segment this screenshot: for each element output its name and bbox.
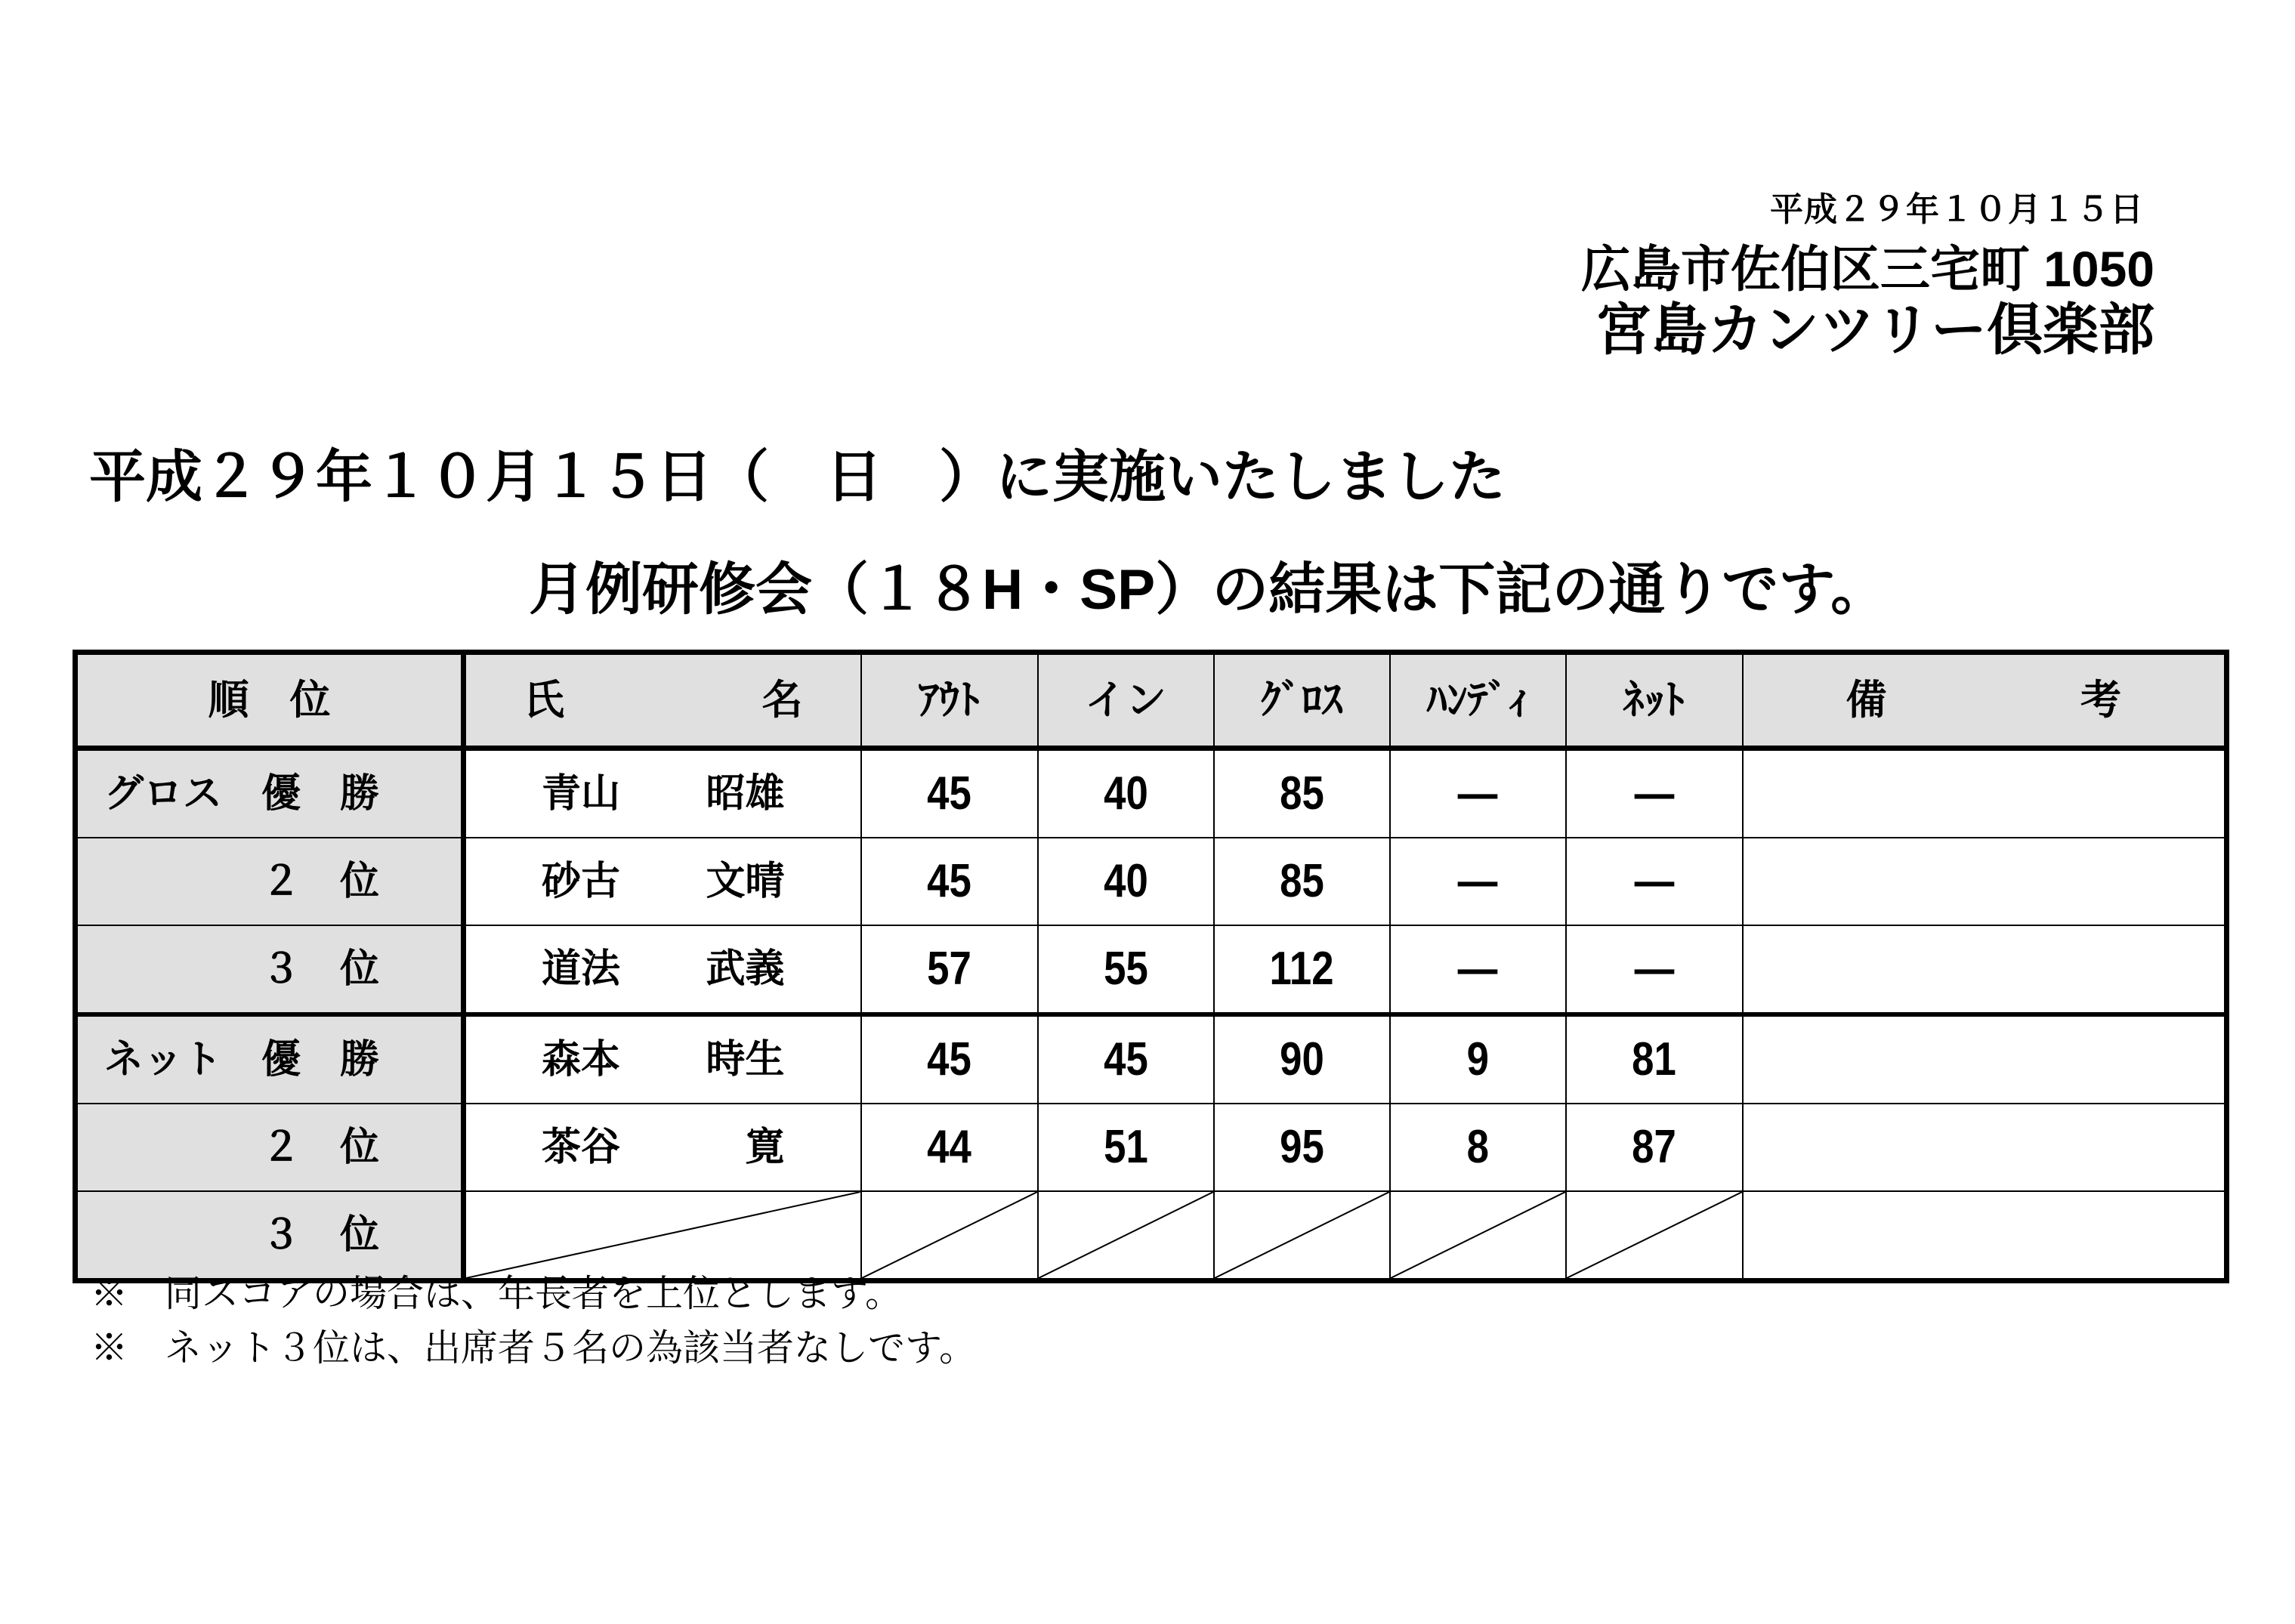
in-score: 40 bbox=[1103, 767, 1148, 820]
handicap-cell bbox=[1390, 838, 1566, 925]
gross-score: 95 bbox=[1279, 1121, 1324, 1173]
player-name bbox=[466, 1038, 860, 1082]
gross-cell bbox=[1214, 1014, 1390, 1104]
in-score: 40 bbox=[1103, 855, 1148, 907]
footnote: ※ ネット３位は、出席者５名の為該当者なしです。 bbox=[91, 1327, 977, 1369]
net-cell bbox=[1566, 1191, 1743, 1281]
document-date: 平成２９年１０月１５日 bbox=[1770, 191, 2144, 228]
net-cell bbox=[1566, 749, 1743, 838]
name-cell bbox=[464, 1014, 861, 1104]
remarks-cell bbox=[1743, 1104, 2227, 1191]
gross-cell bbox=[1214, 838, 1390, 925]
diagonal-strike bbox=[1039, 1192, 1213, 1278]
intro-line-1: 平成２９年１０月１５日（ 日 ）に実施いたしました bbox=[89, 445, 1506, 508]
intro-line-2: 月例研修会（１８H・SP）の結果は下記の通りです。 bbox=[529, 557, 1888, 621]
gross-score: 112 bbox=[1269, 943, 1334, 995]
handicap-value: ― bbox=[1457, 767, 1498, 820]
name-header-label bbox=[466, 680, 860, 721]
name-header-right: 名 bbox=[761, 678, 803, 723]
surname: 森本 bbox=[542, 1038, 621, 1082]
rank-cell: ２ 位 bbox=[76, 838, 464, 925]
net-score: ― bbox=[1634, 943, 1674, 995]
col-header-out: ｱｳﾄ bbox=[861, 653, 1038, 749]
table-row bbox=[76, 1191, 2227, 1281]
table-row bbox=[76, 1014, 2227, 1104]
name-cell bbox=[464, 1191, 861, 1281]
handicap-value: 8 bbox=[1466, 1121, 1489, 1173]
handicap-cell bbox=[1390, 1104, 1566, 1191]
out-score: 45 bbox=[927, 1033, 971, 1085]
rank-cell: ２ 位 bbox=[76, 1104, 464, 1191]
handicap-value: 9 bbox=[1466, 1033, 1489, 1085]
gross-score: 90 bbox=[1279, 1033, 1324, 1085]
given-name: 武義 bbox=[706, 947, 785, 991]
rank-cell: グロス 優 勝 bbox=[76, 749, 464, 838]
name-header-left: 氏 bbox=[524, 678, 564, 723]
col-header-handicap: ﾊﾝﾃﾞｨ bbox=[1390, 653, 1566, 749]
col-header-rank: 順 位 bbox=[76, 653, 464, 749]
name-cell bbox=[464, 1104, 861, 1191]
out-cell bbox=[861, 1014, 1038, 1104]
player-name bbox=[466, 1125, 860, 1169]
handicap-cell bbox=[1390, 1014, 1566, 1104]
handicap-value: ― bbox=[1457, 943, 1498, 995]
in-score: 51 bbox=[1103, 1121, 1148, 1173]
remarks-cell bbox=[1743, 925, 2227, 1014]
club-name: 宮島カンツリー倶楽部 bbox=[1595, 298, 2154, 361]
diagonal-strike bbox=[862, 1192, 1037, 1278]
remarks-header-right: 考 bbox=[2080, 678, 2121, 723]
out-cell bbox=[861, 838, 1038, 925]
gross-score: 85 bbox=[1279, 855, 1324, 907]
rank-cell: ３ 位 bbox=[76, 925, 464, 1014]
in-cell bbox=[1038, 1014, 1214, 1104]
footnote: ※ 同スコアの場合は、年長者を上位とします。 bbox=[91, 1273, 903, 1314]
remarks-cell bbox=[1743, 1014, 2227, 1104]
col-header-name bbox=[464, 653, 861, 749]
handicap-cell bbox=[1390, 749, 1566, 838]
name-cell bbox=[464, 838, 861, 925]
out-cell bbox=[861, 925, 1038, 1014]
surname: 茶谷 bbox=[542, 1125, 621, 1169]
club-address: 広島市佐伯区三宅町 1050 bbox=[1580, 241, 2154, 297]
rank-cell: ３ 位 bbox=[76, 1191, 464, 1281]
player-name bbox=[466, 949, 860, 989]
gross-cell bbox=[1214, 1104, 1390, 1191]
given-name: 時生 bbox=[706, 1038, 785, 1082]
table-row bbox=[76, 925, 2227, 1014]
out-cell bbox=[861, 1104, 1038, 1191]
given-name: 文晴 bbox=[706, 860, 785, 903]
col-header-in: イン bbox=[1038, 653, 1214, 749]
rank-cell: ネット 優 勝 bbox=[76, 1014, 464, 1104]
out-cell bbox=[861, 1191, 1038, 1281]
remarks-cell bbox=[1743, 1191, 2227, 1281]
table-row bbox=[76, 749, 2227, 838]
table-row bbox=[76, 838, 2227, 925]
remarks-header-left: 備 bbox=[1846, 678, 1887, 723]
out-cell bbox=[861, 749, 1038, 838]
out-score: 45 bbox=[927, 855, 971, 907]
col-header-net: ﾈｯﾄ bbox=[1566, 653, 1743, 749]
net-cell bbox=[1566, 925, 1743, 1014]
player-name bbox=[466, 862, 860, 901]
remarks-cell bbox=[1743, 838, 2227, 925]
net-cell bbox=[1566, 838, 1743, 925]
gross-cell bbox=[1214, 1191, 1390, 1281]
remarks-header-label bbox=[1744, 680, 2225, 721]
in-cell bbox=[1038, 1191, 1214, 1281]
surname: 青山 bbox=[542, 772, 621, 816]
col-header-remarks bbox=[1743, 653, 2227, 749]
results-table bbox=[73, 650, 2229, 1283]
diagonal-strike bbox=[1567, 1192, 1742, 1278]
gross-score: 85 bbox=[1279, 767, 1324, 820]
surname: 道法 bbox=[542, 947, 621, 991]
gross-cell bbox=[1214, 925, 1390, 1014]
handicap-cell bbox=[1390, 1191, 1566, 1281]
name-cell bbox=[464, 749, 861, 838]
diagonal-strike bbox=[1215, 1192, 1389, 1278]
name-cell bbox=[464, 925, 861, 1014]
in-cell bbox=[1038, 925, 1214, 1014]
in-score: 45 bbox=[1103, 1033, 1148, 1085]
handicap-value: ― bbox=[1457, 855, 1498, 907]
table-row bbox=[76, 1104, 2227, 1191]
player-name bbox=[466, 774, 860, 814]
header-row bbox=[76, 653, 2227, 749]
out-score: 45 bbox=[927, 767, 971, 820]
diagonal-strike bbox=[466, 1192, 860, 1278]
out-score: 44 bbox=[927, 1121, 971, 1173]
gross-cell bbox=[1214, 749, 1390, 838]
given-name: 寛 bbox=[745, 1125, 785, 1169]
in-cell bbox=[1038, 1104, 1214, 1191]
in-score: 55 bbox=[1103, 943, 1148, 995]
net-score: 87 bbox=[1632, 1121, 1676, 1173]
handicap-cell bbox=[1390, 925, 1566, 1014]
remarks-cell bbox=[1743, 749, 2227, 838]
net-score: 81 bbox=[1632, 1033, 1676, 1085]
out-score: 57 bbox=[927, 943, 971, 995]
in-cell bbox=[1038, 749, 1214, 838]
col-header-gross: ｸﾞﾛｽ bbox=[1214, 653, 1390, 749]
in-cell bbox=[1038, 838, 1214, 925]
diagonal-strike bbox=[1391, 1192, 1565, 1278]
given-name: 昭雄 bbox=[706, 772, 785, 816]
net-score: ― bbox=[1634, 767, 1674, 820]
net-score: ― bbox=[1634, 855, 1674, 907]
surname: 砂古 bbox=[542, 860, 621, 903]
net-cell bbox=[1566, 1014, 1743, 1104]
net-cell bbox=[1566, 1104, 1743, 1191]
